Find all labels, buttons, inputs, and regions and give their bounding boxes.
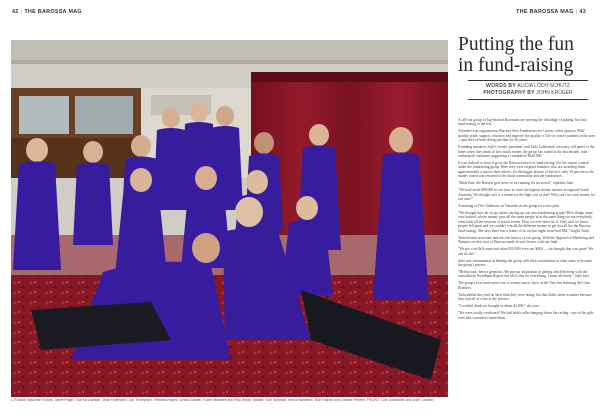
words-role: WORDS BY	[486, 83, 516, 89]
credits-bottom-rule	[468, 99, 588, 100]
credits-top-rule	[468, 80, 588, 81]
group-photo	[11, 40, 448, 397]
page-number-left: 42	[12, 9, 19, 15]
article-paragraph: "We thought how do we go about starting up our own fundraising group? How things came ever backed, whose money pays all the same people at at the same thing we use everybody, went back all the sessions of actual events. How we ever been for it. They said we know people fell apart and we couldn't win all the different money to get that all the the Barossa fund-raising. She says there was a teams of us on that night, none had $$$," laughs Tarla.	[458, 211, 593, 233]
magazine-name-left: THE BAROSSA MAG	[24, 9, 82, 15]
article-paragraph: "We got a raffle license and raised $2,000 (even our $404 — we thought that was great! We can do this".	[458, 247, 594, 256]
photo-name: JOHN KRÜGER	[536, 90, 573, 96]
article-body	[458, 118, 596, 323]
article-paragraph: Tarla admits they had no idea what they were doing, but that didn't seem to matter because they had all of a fun in the process.	[458, 292, 592, 302]
article-paragraph: Founding members Julie Corvale, president, and Tarla Goldsmith, secretary, tell panel of the times when they think of how much money the group has raised in the last decade, with enthusiastic estimates suggesting a cumulative $840,000.	[458, 145, 595, 159]
magazine-name-right: THE BAROSSA MAG	[516, 9, 574, 15]
article-paragraph: It was realised to have it go as the Barossa branch of fund-raising. For the cancer council under the fundraising group. Here they were original founders who are awarding them approximately a ton for their efforts, for the bigger picture of the fact, only 10 percent of the money raised was returned to the local community and the fundraisers.	[458, 161, 595, 179]
article-paragraph: "Herbal topic been a generous. We put our inspiration in getting and delivering with the consultation Wyndham Rogers did all of that for everything. I must all lovely," Julie says.	[458, 269, 591, 279]
article-paragraph: A meeting at The Clubhouse in Tanunda set the group on a new path.	[458, 204, 560, 209]
article-paragraph: A sell-out group of big-hearted Barossans are proving the old adage of putting 'fun' into fund-raising to the test.	[458, 118, 588, 127]
photo-credit	[468, 90, 588, 97]
words-credit	[468, 83, 588, 90]
page-folio-left: 42 | THE BAROSSA MAG	[12, 9, 82, 15]
article-headline	[458, 34, 596, 76]
article-paragraph: The group's first fund-raiser was a country music show at the Vine Inn featuring the Cana Brothers.	[458, 281, 590, 290]
page-number-right: 43	[579, 9, 586, 15]
headline-line-1: Putting the fun	[458, 34, 574, 55]
photo-caption: L-R back: Maureen Evans, Janet Pagel, Sue McLachlan, Jean Hoffmann, Lyn Thompson, Pamela Hayes, Linda Dukelin, Karen Bonwell and Rita Wilde. Middle: Sue Schmidt, Verna Nankivell, Bob Haines and Dianne Pfeiffer. FRONT: Lois Goldsmith and Julie Corvale.	[11, 398, 435, 402]
article-paragraph: "I couldn't think we brought in about $4,000," she says.	[458, 304, 540, 309]
article-paragraph: "We had raised $88,000 in our year, so were the highest money earners in regional South Australia. We thought isn't it a shame for the high cost of that? Why can't we raise money for our own?"	[458, 188, 596, 202]
words-name: ALICIA LÖCH-SCHUTZ	[517, 83, 570, 89]
article-paragraph: "We were totally overboard! We had bottle roller hanging down the ceiling - one of the girls even like coworkers made them.	[458, 311, 594, 320]
article-credits	[468, 78, 588, 102]
article-paragraph: "Back then, the Barossa gets never to be running for no award," explains Julie.	[458, 181, 575, 186]
headline-line-2: in fund-raising	[458, 55, 574, 76]
photo-role: PHOTOGRAPHY BY	[483, 90, 535, 96]
article-paragraph: Volunteer-run organisation, Barossa Area Fundraisers for Cancer, relies upon its 'Pink' sparkly pride, support, resource and improve the quality of life for cancer patients in the area—and they've been doing just that for 30 years.	[458, 129, 595, 143]
article-paragraph: Tarla became associate and sets the history of our group. With the Apparel of Marketing and Tamaria on their tour of Barossa made in vote bosses with our fund.	[458, 235, 595, 245]
page-folio-right: THE BAROSSA MAG | 43	[516, 9, 586, 15]
article-paragraph: Julie was instrumental in helping the group with their constitution in what came to become the group's pattern.	[458, 258, 592, 267]
